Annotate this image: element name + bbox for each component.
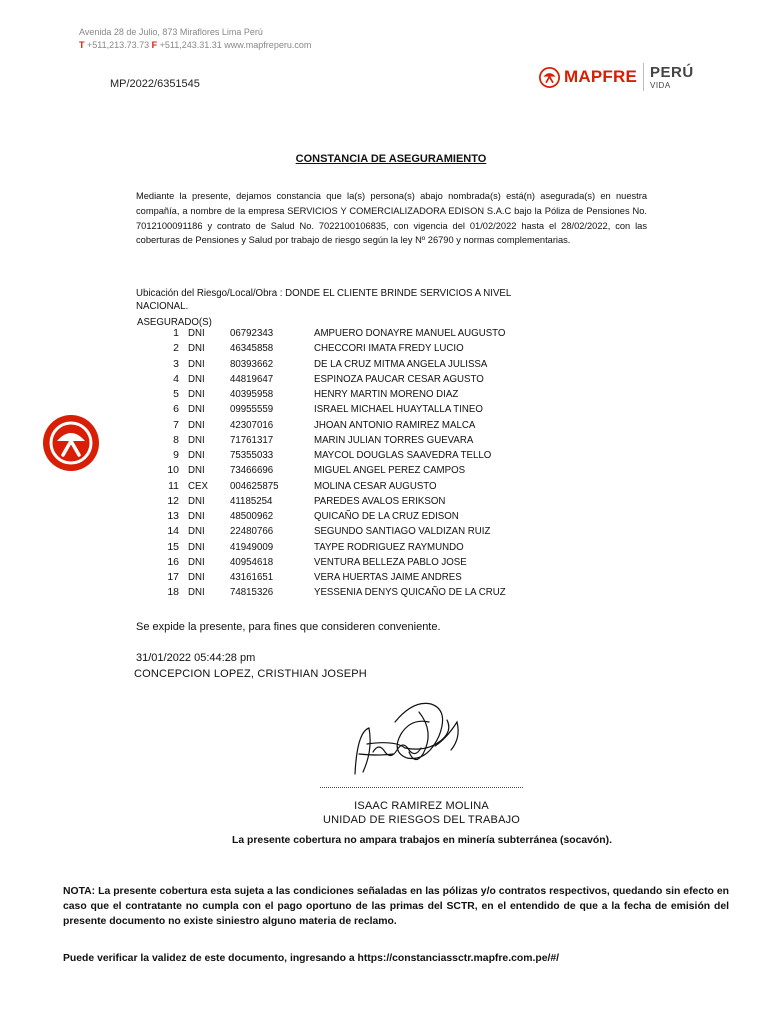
insured-doc-type: DNI xyxy=(188,343,205,355)
insured-name: MOLINA CESAR AUGUSTO xyxy=(314,480,437,492)
insured-name: YESSENIA DENYS QUICAÑO DE LA CRUZ xyxy=(314,587,506,599)
insured-name: MAYCOL DOUGLAS SAAVEDRA TELLO xyxy=(314,450,492,461)
insured-doc-type: DNI xyxy=(188,526,205,538)
coverage-paragraph: Mediante la presente, dejamos constancia que la(s) persona(s) abajo nombrada(s) está(n) asegurada(s) en nuestra compañía, a nombre de la empresa SERVICIOS Y COMERCIALIZADORA EDISON S.A.C bajo la Póliza de Pensiones No. 7012100091186 y contrato de Salud No. 7022100106835, con vigencia del 01/02/2022 hasta el 28/02/2022, con las coberturas de Pensiones y Salud por trabajo de riesgo según la ley Nº 26790 y normas complementarias. xyxy=(136,191,647,246)
issue-timestamp: 31/01/2022 05:44:28 pm xyxy=(136,652,256,664)
logo-country: PERÚ xyxy=(649,63,694,81)
company-contact xyxy=(79,40,311,50)
insured-row xyxy=(0,540,768,555)
insured-doc-number: 42307016 xyxy=(230,419,274,431)
insured-name: MIGUEL ANGEL PEREZ CAMPOS xyxy=(314,465,466,477)
legal-note: NOTA: La presente cobertura esta sujeta a las condiciones señaladas en las pólizas y/o contratos respectivos, quedando sin efecto en caso que el contratante no cumpla con el pago oportuno de las primas del SCTR, en el entendido de que a la fecha de emisión del presente documento no existe siniestro alguno materia de reclamo. xyxy=(63,886,729,927)
signer-unit: UNIDAD DE RIESGOS DEL TRABAJO xyxy=(322,814,521,826)
insured-row xyxy=(0,402,768,417)
insured-doc-number: 74815326 xyxy=(230,587,274,599)
risk-location: Ubicación del Riesgo/Local/Obra : DONDE EL CLIENTE BRINDE SERVICIOS A NIVEL NACIONAL. xyxy=(136,288,511,312)
insured-name: ESPINOZA PAUCAR CESAR AGUSTO xyxy=(314,373,484,385)
mapfre-emblem-icon xyxy=(539,67,560,88)
insured-doc-type: DNI xyxy=(188,541,205,553)
insured-number: 3 xyxy=(173,357,179,370)
insured-number: 8 xyxy=(173,433,179,446)
insured-number: 7 xyxy=(173,418,179,431)
insured-name: AMPUERO DONAYRE MANUEL AUGUSTO xyxy=(314,328,506,339)
mapfre-emblem-icon xyxy=(43,415,99,471)
insured-doc-number: 22480766 xyxy=(230,526,274,538)
insured-row xyxy=(0,448,768,463)
document-title: CONSTANCIA DE ASEGURAMIENTO xyxy=(295,153,487,165)
insured-doc-type: DNI xyxy=(188,572,205,583)
insured-row xyxy=(0,387,768,402)
insured-row xyxy=(0,341,768,356)
insured-number: 9 xyxy=(173,449,179,461)
insured-number: 15 xyxy=(167,540,179,553)
insured-row xyxy=(0,418,768,433)
insured-number: 12 xyxy=(167,494,179,507)
insured-doc-type: DNI xyxy=(188,404,205,416)
verification-link-text: Puede verificar la validez de este documento, ingresando a https://constanciassctr.mapfre.com.pe/#/ xyxy=(63,953,560,964)
insured-doc-type: DNI xyxy=(188,358,205,370)
insured-doc-number: 40395958 xyxy=(230,389,274,400)
logo-division: VIDA xyxy=(649,80,671,90)
insured-name: VERA HUERTAS JAIME ANDRES xyxy=(314,572,462,583)
fax-prefix: F xyxy=(151,40,158,50)
phone-number: +511,213.73.73 xyxy=(84,40,152,50)
insured-doc-number: 41185254 xyxy=(230,495,273,507)
mapfre-side-badge xyxy=(43,415,99,471)
insured-number: 11 xyxy=(168,479,179,492)
insured-number: 5 xyxy=(173,388,179,400)
logo-brand: MAPFRE xyxy=(564,67,637,86)
insured-row xyxy=(0,357,768,372)
insured-doc-type: DNI xyxy=(188,450,205,461)
insured-name: SEGUNDO SANTIAGO VALDIZAN RUIZ xyxy=(314,526,491,538)
signature-line xyxy=(320,787,523,788)
insured-doc-type: DNI xyxy=(188,511,205,522)
insured-doc-type: DNI xyxy=(188,587,205,599)
issuer-name: CONCEPCION LOPEZ, CRISTHIAN JOSEPH xyxy=(134,668,367,680)
insured-row xyxy=(0,585,768,600)
insured-name: JHOAN ANTONIO RAMIREZ MALCA xyxy=(314,419,476,431)
insured-number: 16 xyxy=(167,555,179,568)
insured-number: 13 xyxy=(167,510,179,522)
insured-number: 14 xyxy=(167,525,179,538)
signer-name: ISAAC RAMIREZ MOLINA xyxy=(354,800,489,812)
insured-row xyxy=(0,326,768,341)
handwritten-signature xyxy=(335,692,470,790)
insured-doc-number: 004625875 xyxy=(230,480,279,492)
insured-doc-type: CEX xyxy=(188,480,208,492)
insured-row xyxy=(0,372,768,387)
insured-number: 18 xyxy=(167,586,179,599)
closing-statement: Se expide la presente, para fines que consideren conveniente. xyxy=(136,621,441,633)
insured-doc-number: 41949009 xyxy=(230,541,274,553)
insured-doc-type: DNI xyxy=(188,389,205,400)
document-reference: MP/2022/6351545 xyxy=(110,78,200,90)
insured-name: HENRY MARTIN MORENO DIAZ xyxy=(314,389,459,400)
insured-name: PAREDES AVALOS ERIKSON xyxy=(314,495,446,507)
insured-doc-type: DNI xyxy=(188,373,205,385)
insured-doc-number: 44819647 xyxy=(230,373,274,385)
insured-doc-number: 80393662 xyxy=(230,358,274,370)
insured-name: ISRAEL MICHAEL HUAYTALLA TINEO xyxy=(314,404,483,416)
insured-doc-number: 75355033 xyxy=(230,450,274,461)
insured-doc-number: 71761317 xyxy=(230,434,274,446)
insured-doc-number: 40954618 xyxy=(230,556,274,568)
insured-doc-number: 73466696 xyxy=(230,465,274,477)
insured-row xyxy=(0,463,768,478)
insured-doc-number: 09955559 xyxy=(230,404,274,416)
insured-number: 1 xyxy=(173,327,179,339)
insured-row xyxy=(0,570,768,585)
insured-doc-type: DNI xyxy=(188,434,205,446)
logo-divider xyxy=(643,63,644,91)
insured-number: 6 xyxy=(173,403,179,416)
insured-doc-type: DNI xyxy=(188,328,205,339)
insured-row xyxy=(0,509,768,524)
insured-doc-type: DNI xyxy=(188,556,205,568)
insured-name: TAYPE RODRIGUEZ RAYMUNDO xyxy=(314,541,464,553)
insured-name: CHECCORI IMATA FREDY LUCIO xyxy=(314,343,464,355)
insured-row xyxy=(0,524,768,539)
insured-doc-type: DNI xyxy=(188,419,205,431)
coverage-exclusion: La presente cobertura no ampara trabajos en minería subterránea (socavón). xyxy=(232,835,612,846)
insured-doc-number: 43161651 xyxy=(230,572,274,583)
insured-doc-number: 48500962 xyxy=(230,511,274,522)
insured-number: 17 xyxy=(167,571,179,583)
fax-and-web: +511,243.31.31 www.mapfreperu.com xyxy=(157,40,312,50)
logo-country-block xyxy=(650,65,694,90)
insured-name: DE LA CRUZ MITMA ANGELA JULISSA xyxy=(314,358,488,370)
company-address: Avenida 28 de Julio, 873 Miraflores Lima Perú xyxy=(79,27,263,37)
insured-row xyxy=(0,555,768,570)
insured-number: 2 xyxy=(173,342,179,355)
insured-row xyxy=(0,479,768,494)
mapfre-logo xyxy=(539,62,694,92)
insured-doc-number: 06792343 xyxy=(230,328,274,339)
insured-name: VENTURA BELLEZA PABLO JOSE xyxy=(314,556,467,568)
insured-row xyxy=(0,433,768,448)
insured-number: 4 xyxy=(173,372,179,385)
insured-header: ASEGURADO(S) xyxy=(137,317,212,328)
insured-name: MARIN JULIAN TORRES GUEVARA xyxy=(314,434,474,446)
insured-doc-type: DNI xyxy=(188,465,205,477)
insured-doc-type: DNI xyxy=(188,495,205,507)
insured-number: 10 xyxy=(167,464,179,477)
phone-prefix: T xyxy=(79,40,85,50)
insured-name: QUICAÑO DE LA CRUZ EDISON xyxy=(314,511,459,522)
insured-doc-number: 46345858 xyxy=(230,343,274,355)
insured-row xyxy=(0,494,768,509)
